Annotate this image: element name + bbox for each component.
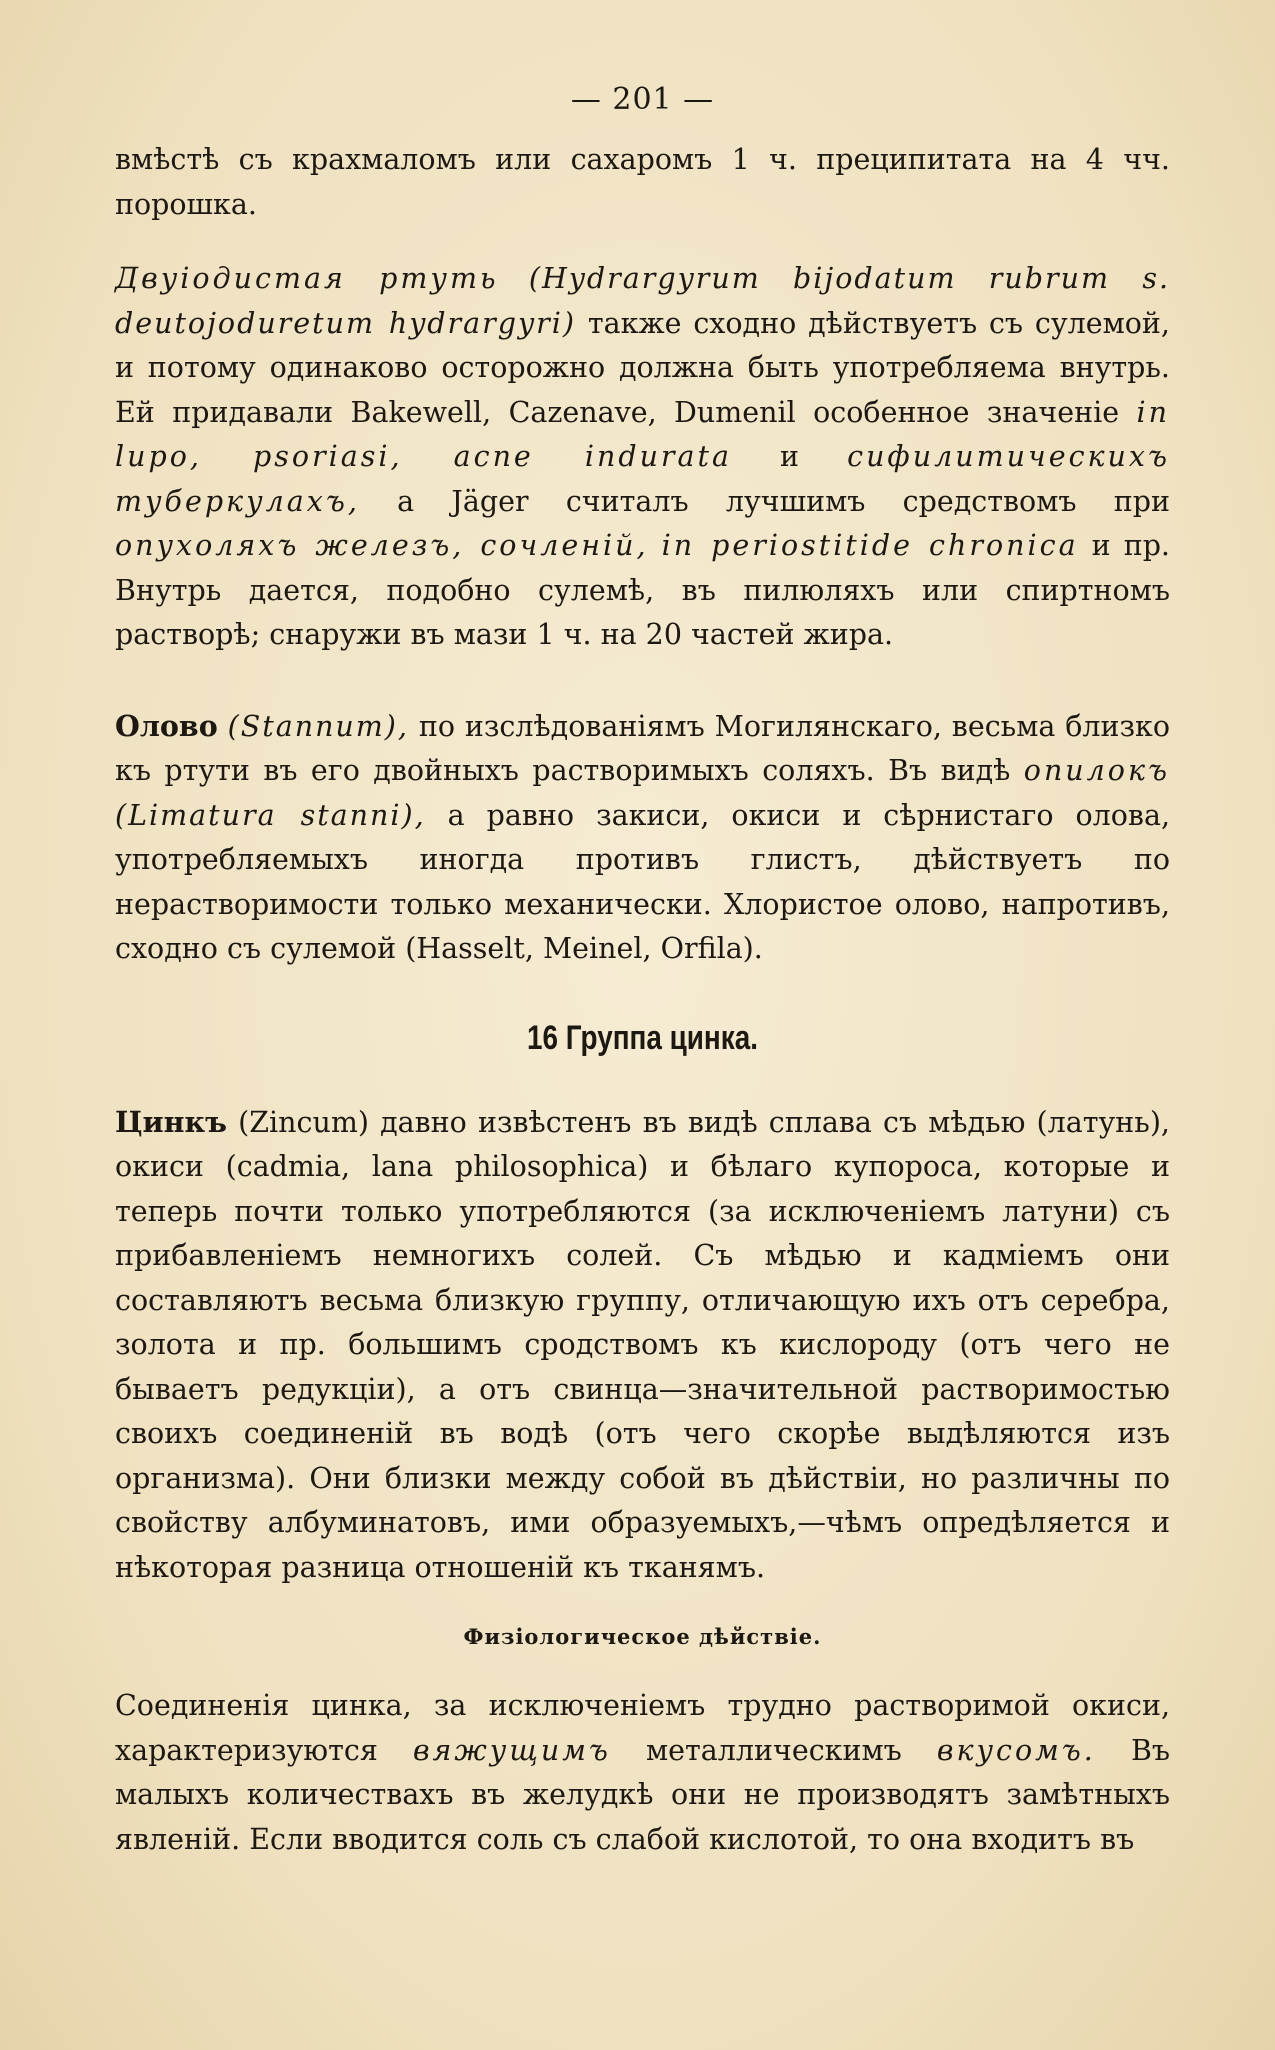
text-run: Въ малыхъ количествахъ въ желудкѣ они не производятъ замѣтныхъ явленій. Если вводится соль съ слабой кислотой, то она входитъ въ — [115, 1733, 1171, 1856]
text-run: (Zincum) давно извѣстенъ въ видѣ сплава съ мѣдью (латунь), окиси (cadmia, lana philosophica) и бѣлаго купороса, которые и теперь почти только употребляются (за исключеніемъ латуни) съ прибавленіемъ немногихъ солей. Съ мѣдью и кадміемъ они составляютъ весьма близкую группу, отличающую ихъ отъ серебра, золота и пр. большимъ сродствомъ къ кислороду (отъ чего не бываетъ редукціи), а отъ свинца—значительной растворимостью своихъ соединеній въ водѣ (отъ чего скорѣе выдѣляются изъ организма). Они близки между собой въ дѣйствіи, но различны по свойству албуминатовъ, ими образуемыхъ,—чѣмъ опредѣляется и нѣкоторая разница отношеній къ тканямъ. — [115, 1105, 1170, 1584]
subsection-heading: Физіологическое дѣйствіе. — [463, 1624, 822, 1649]
italic-run: вкусомъ. — [936, 1733, 1096, 1767]
text-run: а равно закиси, окиси и сѣрнистаго олова, употребляемыхъ иногда противъ глистъ, дѣйствуетъ по нерастворимости только механически. Хлористое олово, напротивъ, сходно съ сулемой (Hasselt, Meinel, Orfila). — [115, 798, 1171, 965]
text-run: а Jäger считалъ лучшимъ средствомъ при — [397, 484, 1170, 518]
text-run: также сходно дѣйствуетъ съ сулемой, и потому одинаково осторожно должна быть употребляема внутрь. Ей придавали Bakewell, Cazenave, Dumenil особенное значеніе — [115, 306, 1170, 429]
term-zinc: Цинкъ — [115, 1104, 227, 1139]
latin-name-mercury-biiodide: (Hydrargyrum bijodatum rubrum s. deutojoduretum hydrargyri) — [115, 262, 1171, 340]
latin-name-tin-filings: (Limatura stanni), — [115, 798, 426, 832]
section-heading: 16 Группа цинка. — [527, 1018, 758, 1057]
paragraph-zinc — [115, 1100, 1170, 1591]
italic-run: сифилитическихъ туберкулахъ, — [115, 440, 1170, 518]
paragraph-1 — [115, 138, 1170, 227]
text-run: металлическимъ — [645, 1733, 902, 1767]
text-run: и — [780, 440, 800, 473]
page-number: — 201 — — [570, 82, 715, 117]
paragraph-mercury-biiodide — [115, 257, 1170, 658]
text-run: Соединенія цинка, за исключеніемъ трудно растворимой окиси, характеризуются — [115, 1689, 1170, 1767]
text-run: и пр. Внутрь дается, подобно сулемѣ, въ пилюляхъ или спиртномъ растворѣ; снаружи въ мази 1 ч. на 20 частей жира. — [115, 529, 1170, 651]
italic-run: in periostitide chronica — [661, 529, 1079, 562]
italic-run: опухоляхъ железъ, сочленій, — [115, 529, 649, 562]
paragraph-1-text: вмѣстѣ съ крахмаломъ или сахаромъ 1 ч. преципитата на 4 чч. порошка. — [115, 143, 1170, 221]
paragraph-physiological — [115, 1684, 1170, 1862]
italic-run: in lupo, psoriasi, acne indurata — [115, 395, 1170, 473]
paragraph-tin — [115, 704, 1170, 972]
latin-name-tin: (Stannum), — [227, 709, 409, 743]
term-mercury-biiodide: Двуіодистая ртуть — [115, 262, 499, 295]
italic-run: вяжущимъ — [412, 1733, 611, 1767]
italic-run: опилокъ — [1023, 754, 1170, 787]
book-page — [115, 80, 1170, 1862]
text-run: по изслѣдованіямъ Могилянскаго, весьма близко къ ртути въ его двойныхъ растворимыхъ соляхъ. Въ видѣ — [115, 709, 1171, 787]
term-tin: Олово — [115, 708, 218, 743]
